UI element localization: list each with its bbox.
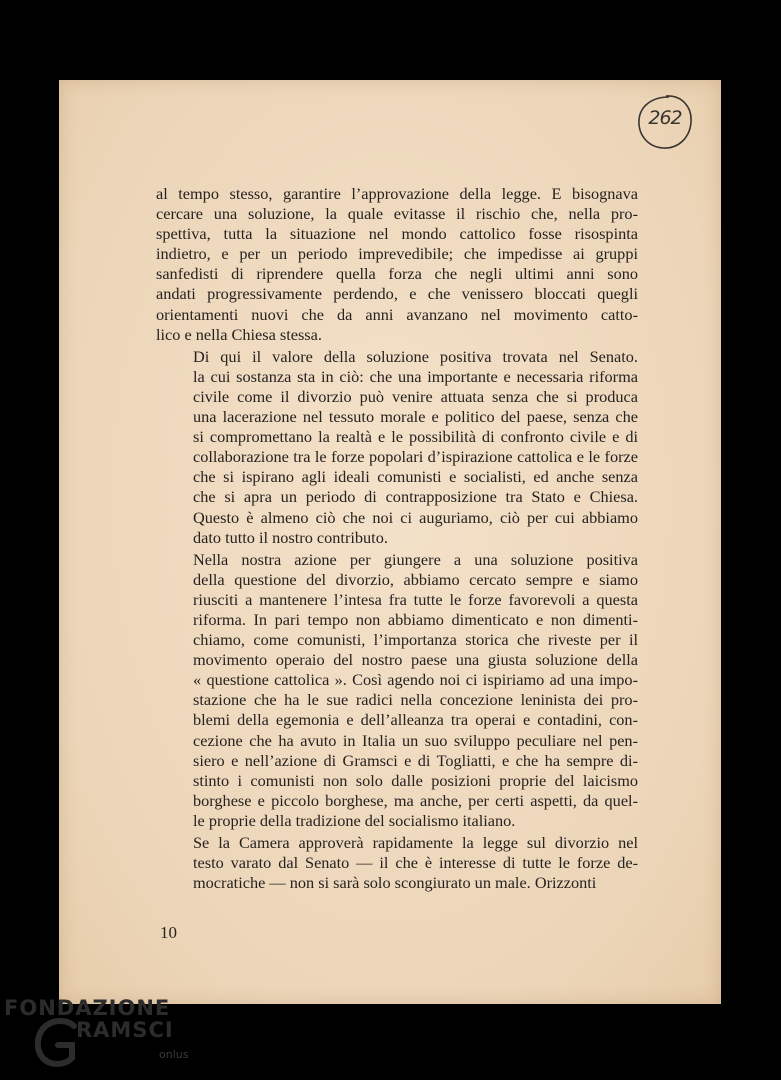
text-line: cercare una soluzione, la quale evitasse il rischio che, nella pro- <box>156 204 638 224</box>
text-line: « questione cattolica ». Così agendo noi ci ispiriamo ad una impo- <box>193 670 638 690</box>
text-line: orientamenti nuovi che da anni avanzano nel movimento catto- <box>156 304 638 324</box>
page-annotation <box>636 93 694 151</box>
text-line: andati progressivamente perdendo, e che venissero bloccati quegli <box>156 284 638 304</box>
text-line: la cui sostanza sta in ciò: che una importante e necessaria riforma <box>193 366 638 386</box>
text-line: mocratiche — non si sarà solo scongiurato un male. Orizzonti <box>193 873 597 893</box>
text-line: Nella nostra azione per giungere a una soluzione positiva <box>193 549 638 569</box>
document-page <box>59 80 721 1004</box>
text-line: lico e nella Chiesa stessa. <box>156 324 322 344</box>
text-line: stinto i comunisti non solo dalle posizioni proprie del laicismo <box>193 770 638 790</box>
text-line: movimento operaio del nostro paese una giusta soluzione della <box>193 650 638 670</box>
text-line: sanfedisti di riprendere quella forza che negli ultimi anni sono <box>156 264 638 284</box>
text-line: chiamo, come comunisti, l’importanza storica che riveste per il <box>193 630 638 650</box>
text-line: siero e nell’azione di Gramsci e di Togliatti, e che ha sempre di- <box>193 750 638 770</box>
g-swirl-icon <box>34 1018 80 1068</box>
logo-line-3: onlus <box>159 1048 189 1061</box>
text-line: civile come il divorzio può venire attuata senza che si produca <box>193 386 638 406</box>
text-line: Se la Camera approverà rapidamente la legge sul divorzio nel <box>193 833 638 852</box>
paragraph <box>156 347 638 548</box>
text-line: cezione che ha avuto in Italia un suo sviluppo peculiare nel pen- <box>193 730 638 750</box>
text-line: che si apra un periodo di contrapposizione tra Stato e Chiesa. <box>193 487 638 507</box>
fondazione-gramsci-logo <box>4 996 204 1076</box>
logo-line-2: RAMSCI <box>76 1018 174 1042</box>
text-line: riforma. In pari tempo non abbiamo dimenticato e non dimenti- <box>193 609 638 629</box>
text-line: blemi della egemonia e dell’alleanza tra operai e contadini, con- <box>193 710 638 730</box>
text-line: si compromettano la realtà e le possibilità di confronto civile e di <box>193 427 638 447</box>
text-line: Di qui il valore della soluzione positiva trovata nel Senato. <box>193 346 638 366</box>
text-line: indietro, e per un periodo imprevedibile; che impedisse ai gruppi <box>156 244 638 264</box>
page-number: 10 <box>160 923 177 942</box>
text-line: una lacerazione nel tessuto morale e politico del paese, senza che <box>193 407 638 427</box>
text-line: stazione che ha le sue radici nella concezione leninista dei pro- <box>193 690 638 710</box>
text-line: spettiva, tutta la situazione nel mondo cattolico fosse risospinta <box>156 224 638 244</box>
text-line: testo varato dal Senato — il che è interesse di tutte le forze de- <box>193 853 638 873</box>
text-line: dato tutto il nostro contributo. <box>193 527 388 547</box>
body-text <box>156 184 638 893</box>
page-annotation-text: 262 <box>648 107 682 129</box>
text-line: riusciti a mantenere l’intesa fra tutte le forze favorevoli a questa <box>193 589 638 609</box>
text-line: che si ispirano agli ideali comunisti e socialisti, ed anche senza <box>193 467 638 487</box>
logo-line-1: FONDAZIONE <box>4 996 171 1020</box>
text-line: al tempo stesso, garantire l’approvazione della legge. E bisognava <box>156 184 638 203</box>
text-line: borghese e piccolo borghese, ma anche, per certi aspetti, da quel- <box>193 790 638 810</box>
text-line: della questione del divorzio, abbiamo cercato sempre e siamo <box>193 569 638 589</box>
text-line: le proprie della tradizione del socialismo italiano. <box>193 810 516 830</box>
text-line: collaborazione tra le forze popolari d’ispirazione cattolica e le forze <box>193 447 638 467</box>
paragraph <box>156 184 638 345</box>
text-line: Questo è almeno ciò che noi ci auguriamo, ciò per cui abbiamo <box>193 507 638 527</box>
paragraph <box>156 550 638 831</box>
paragraph <box>156 833 638 893</box>
